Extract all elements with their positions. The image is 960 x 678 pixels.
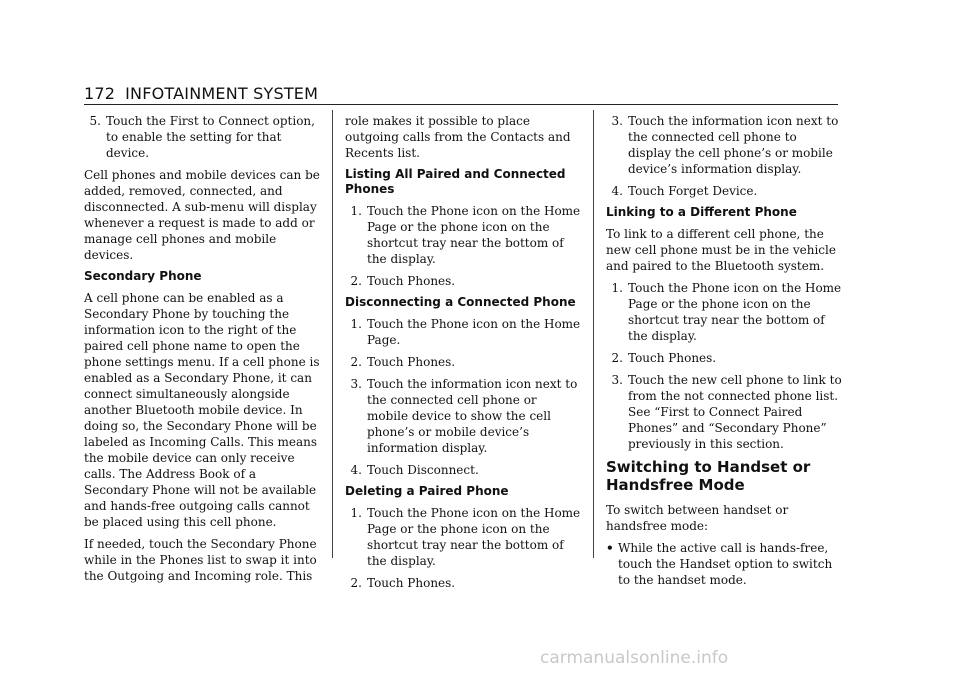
listing-steps [345, 203, 581, 289]
heading-disconnecting: Disconnecting a Connected Phone [345, 295, 576, 309]
column-1 [84, 113, 320, 590]
step-text: Touch Phones. [367, 274, 456, 288]
step-number: 3. [611, 114, 623, 128]
heading-switching-mode: Switching to Handset or Handsfree Mode [606, 458, 811, 494]
step-number: 2. [350, 274, 362, 288]
step-number: 2. [350, 355, 362, 369]
step-text: Touch the Phone icon on the Home Page. [367, 317, 581, 347]
heading-deleting: Deleting a Paired Phone [345, 484, 509, 498]
step-number: 1. [350, 204, 362, 218]
list-item [345, 505, 581, 569]
step-number: 4. [611, 184, 623, 198]
step-number: 1. [350, 317, 362, 331]
step-number: 3. [611, 373, 623, 387]
list-item [345, 273, 581, 289]
step-number: 5. [89, 114, 101, 128]
paragraph-role: role makes it possible to place outgoing calls from the Contacts and Recents list. [345, 114, 571, 160]
step-number: 4. [350, 463, 362, 477]
step-number: 2. [350, 576, 362, 590]
list-item [345, 203, 581, 267]
column-3 [606, 113, 842, 594]
list-item [606, 350, 842, 366]
step-text: Touch the Phone icon on the Home Page or the phone icon on the shortcut tray near the bottom of the display. [367, 506, 581, 568]
disconnect-steps [345, 316, 581, 478]
section-title: INFOTAINMENT SYSTEM [125, 84, 319, 103]
delete-steps [345, 505, 581, 591]
bullet-glyph: • [606, 541, 614, 555]
bullet-item [606, 540, 842, 588]
step-text: Touch Forget Device. [628, 184, 758, 198]
step-5 [84, 113, 320, 161]
list-item [606, 113, 842, 177]
step-text: Touch Phones. [367, 576, 456, 590]
paragraph-secondary-phone: A cell phone can be enabled as a Secondary Phone by touching the information icon to the right of the paired cell phone name to open the phone settings menu. If a cell phone is enabled as a Secondary Phone, it can connect simultaneously alongside another Bluetooth mobile device. In doing so, the Secondary Phone will be labeled as Incoming Calls. This means the mobile device can only receive calls. The Address Book of a Secondary Phone will not be available and hands-free outgoing calls cannot be placed using this cell phone. [84, 291, 320, 529]
paragraph-devices: Cell phones and mobile devices can be added, removed, connected, and disconnected. A sub-menu will display whenever a request is made to add or manage cell phones and mobile devices. [84, 168, 320, 262]
list-item [345, 575, 581, 591]
list-item [345, 462, 581, 478]
step-text: Touch the information icon next to the connected cell phone to display the cell phone’s or mobile device’s information display. [628, 114, 839, 176]
paragraph-linking: To link to a different cell phone, the new cell phone must be in the vehicle and paired to the Bluetooth system. [606, 227, 836, 273]
step-number: 1. [611, 281, 623, 295]
step-text: Touch Phones. [367, 355, 456, 369]
column-2 [345, 113, 581, 597]
page-number: 172 [84, 84, 116, 103]
list-item [606, 183, 842, 199]
page-header [84, 84, 318, 103]
bullet-text: While the active call is hands-free, touch the Handset option to switch to the handset mode. [618, 541, 833, 587]
step-text: Touch the First to Connect option, to enable the setting for that device. [106, 114, 315, 160]
step-text: Touch the Phone icon on the Home Page or the phone icon on the shortcut tray near the bottom of the display. [367, 204, 581, 266]
step-text: Touch the new cell phone to link to from the not connected phone list. See “First to Connect Paired Phones” and “Secondary Phone” previously in this section. [628, 373, 842, 451]
header-rule [84, 104, 838, 105]
step-text: Touch Phones. [628, 351, 717, 365]
step-text: Touch the Phone icon on the Home Page or the phone icon on the shortcut tray near the bottom of the display. [628, 281, 842, 343]
heading-secondary-phone: Secondary Phone [84, 269, 202, 283]
list-item [606, 280, 842, 344]
paragraph-switching: To switch between handset or handsfree mode: [606, 503, 789, 533]
delete-steps-continued [606, 113, 842, 199]
step-text: Touch Disconnect. [367, 463, 479, 477]
list-item [345, 316, 581, 348]
linking-steps [606, 280, 842, 452]
step-text: Touch the information icon next to the connected cell phone or mobile device to show the cell phone’s or mobile device’s information display. [367, 377, 578, 455]
paragraph-swap: If needed, touch the Secondary Phone while in the Phones list to swap it into the Outgoing and Incoming role. This [84, 537, 317, 583]
heading-linking: Linking to a Different Phone [606, 205, 797, 219]
step-number: 3. [350, 377, 362, 391]
list-item [345, 376, 581, 456]
step-number: 1. [350, 506, 362, 520]
heading-listing-phones: Listing All Paired and Connected Phones [345, 167, 566, 196]
list-item [345, 354, 581, 370]
step-number: 2. [611, 351, 623, 365]
list-item [606, 372, 842, 452]
column-divider-1 [332, 110, 333, 558]
watermark: carmanualsonline.info [540, 648, 729, 668]
column-divider-2 [593, 110, 594, 558]
